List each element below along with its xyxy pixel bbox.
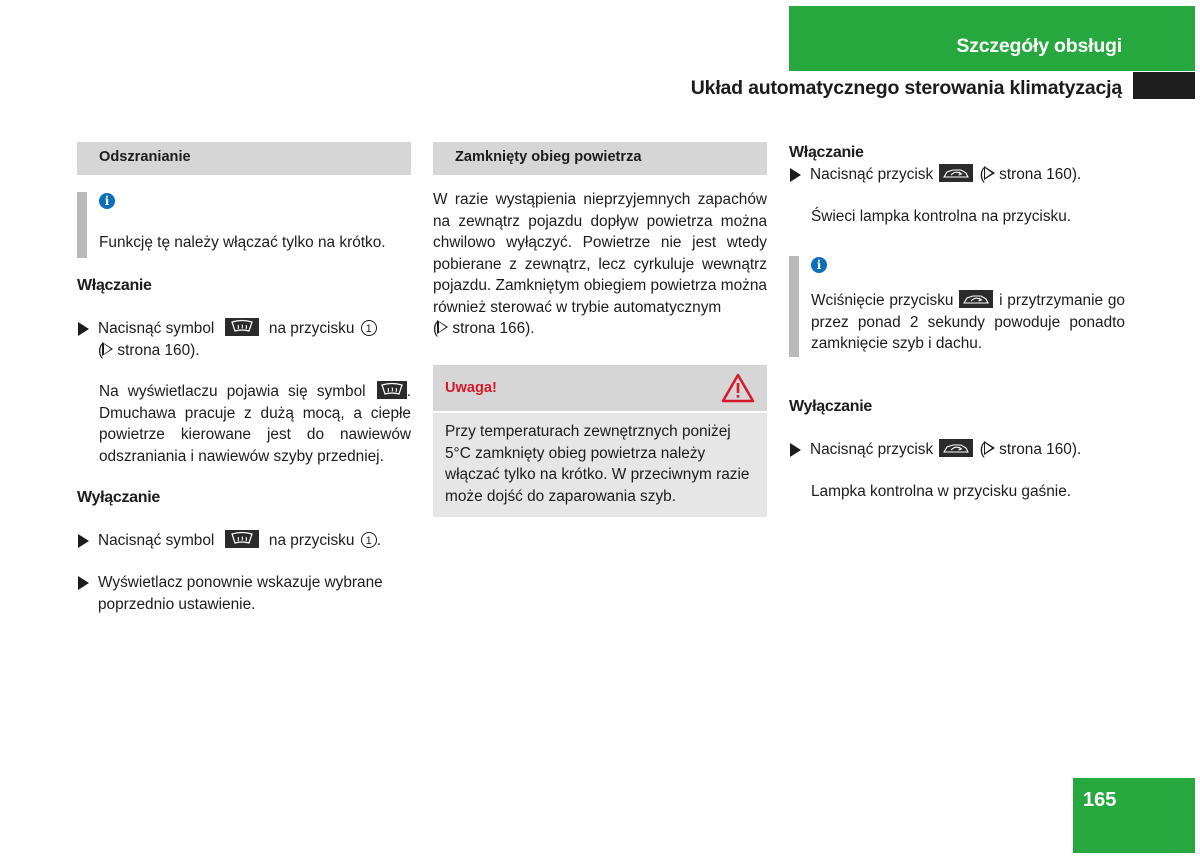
defrost-info-text: Funkcję tę należy włączać tylko na krótko. bbox=[99, 234, 386, 251]
section-subtitle: Układ automatycznego sterowania klimatyzacją bbox=[690, 77, 1122, 99]
page-ref-icon bbox=[985, 167, 995, 179]
defrost-off-step-2 bbox=[77, 572, 417, 615]
windshield-defrost-icon bbox=[225, 530, 259, 548]
bullet-arrow-icon bbox=[78, 322, 89, 336]
info-text: i przytrzymanie go przez ponad 2 sekundy powoduje ponadto zamknięcie szyb i dachu. bbox=[811, 292, 1125, 352]
chapter-title: Szczegóły obsługi bbox=[956, 35, 1122, 57]
step-text: Nacisnąć symbol bbox=[98, 532, 215, 549]
defrost-on-heading: Włączanie bbox=[77, 277, 152, 294]
air-recirculation-icon bbox=[959, 290, 993, 308]
bullet-arrow-icon bbox=[790, 443, 801, 457]
page-number: 165 bbox=[1083, 789, 1117, 811]
recirculation-section-header bbox=[433, 142, 767, 175]
result-text: Dmuchawa pracuje z dużą mocą, a ciepłe powietrze kierowane jest do nawiewów odszraniania i nawiewów szyby przedniej. bbox=[99, 404, 411, 465]
warning-label: Uwaga! bbox=[445, 380, 497, 396]
step-text: na przycisku bbox=[268, 320, 355, 337]
warning-header bbox=[433, 365, 767, 413]
air-recirculation-icon bbox=[939, 164, 973, 182]
page-ref-icon bbox=[103, 343, 113, 355]
info-sidebar bbox=[789, 256, 799, 357]
defrost-section-title: Odszranianie bbox=[99, 149, 191, 165]
step-text: Nacisnąć przycisk bbox=[810, 441, 934, 458]
recirc-off-heading: Wyłączanie bbox=[789, 398, 872, 415]
windshield-defrost-icon bbox=[225, 318, 259, 336]
step-text: na przycisku bbox=[268, 532, 355, 549]
step-text: Nacisnąć symbol bbox=[98, 320, 215, 337]
defrost-off-heading: Wyłączanie bbox=[77, 489, 160, 506]
bullet-arrow-icon bbox=[78, 576, 89, 590]
button-number-badge: 1 bbox=[361, 320, 377, 336]
recirc-off-result: Lampka kontrolna w przycisku gaśnie. bbox=[811, 483, 1072, 500]
warning-box bbox=[433, 365, 767, 517]
info-sidebar bbox=[77, 192, 87, 258]
step-text: Wyświetlacz ponownie wskazuje wybrane poprzednio ustawienie. bbox=[98, 574, 383, 613]
defrost-on-result: Na wyświetlaczu pojawia się symbol . Dmuchawa pracuje z dużą mocą, a ciepłe powietrze kierowane jest do nawiewów odszraniania i nawiewów szyby przedniej. bbox=[99, 383, 411, 465]
defrost-section-header bbox=[77, 142, 411, 175]
recirc-off-step: Nacisnąć przycisk ( strona 160). bbox=[789, 439, 1189, 461]
page-ref-icon bbox=[985, 442, 995, 454]
air-recirculation-icon bbox=[939, 439, 973, 457]
result-text: Na wyświetlaczu pojawia się symbol bbox=[99, 383, 366, 400]
description-text: W razie wystąpienia nieprzyjemnych zapachów na zewnątrz pojazdu dopływ powietrza można chwilowo wyłączyć. Powietrze nie jest wtedy pobierane z zewnątrz, lecz cyrkuluje wewnątrz pojazdu. Zamkniętym obiegiem powietrza można również sterować w trybie automatycznym bbox=[433, 191, 767, 316]
page-reference: strona 160). bbox=[999, 166, 1082, 183]
recirc-on-step: Nacisnąć przycisk ( strona 160). bbox=[789, 164, 1189, 186]
recirculation-section-title: Zamknięty obieg powietrza bbox=[455, 149, 642, 165]
defrost-on-step: Nacisnąć symbol na przycisku 1 ( strona 160). bbox=[77, 318, 417, 361]
page-ref-icon bbox=[438, 321, 448, 333]
info-icon: i bbox=[811, 257, 827, 273]
step-text: Nacisnąć przycisk bbox=[810, 166, 934, 183]
bullet-arrow-icon bbox=[790, 168, 801, 182]
page-reference: strona 160). bbox=[999, 441, 1082, 458]
page-reference: strona 160). bbox=[117, 341, 200, 359]
bullet-arrow-icon bbox=[78, 534, 89, 548]
info-text: Wciśnięcie przycisku bbox=[811, 292, 954, 309]
warning-text: Przy temperaturach zewnętrznych poniżej 5°C zamknięty obieg powietrza należy włączać tylko na krótko. W przeciwnym razie może dojść do zaparowania szyb. bbox=[445, 423, 750, 505]
defrost-off-step: Nacisnąć symbol na przycisku 1 . bbox=[77, 530, 417, 552]
recirculation-description: W razie wystąpienia nieprzyjemnych zapachów na zewnątrz pojazdu dopływ powietrza można chwilowo wyłączyć. Powietrze nie jest wtedy pobierane z zewnątrz, lecz cyrkuluje wewnątrz pojazdu. Zamkniętym obiegiem powietrza można również sterować w trybie automatycznym ( strona 166). bbox=[433, 191, 767, 337]
subtitle-marker bbox=[1133, 72, 1195, 99]
recirc-on-heading: Włączanie bbox=[789, 144, 864, 161]
windshield-defrost-icon bbox=[377, 381, 407, 399]
info-icon: i bbox=[99, 193, 115, 209]
chapter-tab bbox=[789, 6, 1195, 71]
warning-triangle-icon bbox=[721, 373, 755, 403]
button-number-badge: 1 bbox=[361, 532, 377, 548]
recirc-on-result: Świeci lampka kontrolna na przycisku. bbox=[811, 208, 1072, 225]
recirc-info-text bbox=[811, 290, 1125, 355]
page-number-box bbox=[1073, 778, 1195, 853]
page-reference: strona 166). bbox=[452, 320, 535, 337]
